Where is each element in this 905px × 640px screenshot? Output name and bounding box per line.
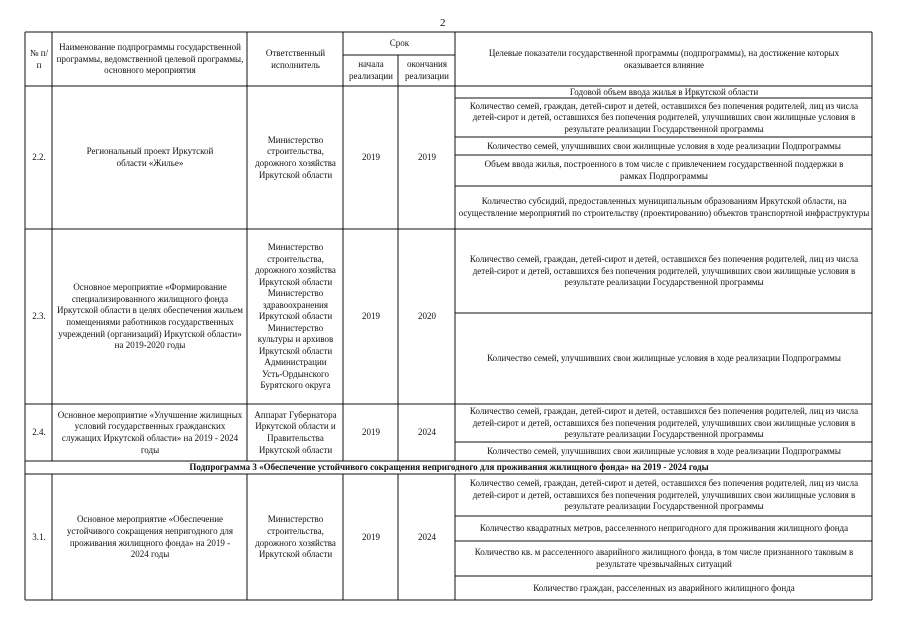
section-title: Подпрограмма 3 «Обеспечение устойчивого сокращения непригодного для проживания жилищного фонда» на 2019 - 2024 годы <box>189 462 709 473</box>
header-num: № п/п <box>29 47 49 70</box>
header-executor: Ответственный исполнитель <box>265 47 326 70</box>
header-indicators: Целевые показатели государственной программы (подпрограммы), на достижение которых оказывается влияние <box>488 47 840 70</box>
header-term-start: начала реализации <box>349 59 393 81</box>
row-2-2-indicator: Объем ввода жилья, построенного в том числе с привлечением государственной поддержки в рамках Подпрограммы <box>484 159 844 181</box>
row-3-1-indicator: Количество кв. м расселенного аварийного жилищного фонда, в том числе признанного таковым в результате чрезвычайных ситуаций <box>474 547 854 569</box>
row-2-2-executor: Министерство строительства, дорожного хозяйства Иркутской области <box>255 134 336 180</box>
row-2-4-indicator: Количество семей, граждан, детей-сирот и детей, оставшихся без попечения родителей, лиц из числа детей-сирот и детей, оставшихся без попечения родителей, улучшивших свои жилищные условия в результате реализации Государственной программы <box>469 406 859 440</box>
row-3-1-end: 2024 <box>418 531 436 542</box>
row-2-2-indicator: Количество семей, улучшивших свои жилищные условия в ходе реализации Подпрограммы <box>487 140 841 151</box>
row-2-4-name: Основное мероприятие «Улучшение жилищных условий государственных гражданских служащих Иркутской области» на 2019 - 2024 годы <box>57 409 243 455</box>
header-name: Наименование подпрограммы государственной программы, ведомственной целевой программы, основного мероприятия <box>56 42 244 76</box>
row-3-1-name: Основное мероприятие «Обеспечение устойчивого сокращения непригодного для проживания жилищного фонда» на 2019 - 2024 годы <box>66 514 234 560</box>
row-2-3-indicator: Количество семей, улучшивших свои жилищные условия в ходе реализации Подпрограммы <box>487 353 841 364</box>
row-3-1-indicator: Количество квадратных метров, расселенного непригодного для проживания жилищного фонда <box>479 523 849 534</box>
row-2-4-executor: Аппарат Губернатора Иркутской области и Правительства Иркутской области <box>254 409 337 455</box>
row-2-4-start: 2019 <box>362 427 380 438</box>
row-2-2-name: Региональный проект Иркутской области «Жилье» <box>86 146 214 168</box>
row-3-1-indicator: Количество граждан, расселенных из аварийного жилищного фонда <box>533 582 795 593</box>
header-term: Срок <box>389 38 410 49</box>
row-2-3-num: 2.3. <box>32 311 46 322</box>
row-2-3-indicator: Количество семей, граждан, детей-сирот и детей, оставшихся без попечения родителей, лиц из числа детей-сирот и детей, оставшихся без попечения родителей, улучшивших свои жилищные условия в результате реализации Государственной программы <box>469 254 859 288</box>
row-2-3-executor: Министерство строительства, дорожного хозяйства Иркутской области Министерство здравоохранения Иркутской области Министерство культуры и архивов Иркутской области Администрации Усть-Ордынского Бурятского округа <box>255 242 336 391</box>
row-2-4-indicator: Количество семей, улучшивших свои жилищные условия в ходе реализации Подпрограммы <box>487 446 841 457</box>
row-2-2-indicator: Годовой объем ввода жилья в Иркутской области <box>569 87 759 97</box>
row-2-4-num: 2.4. <box>32 427 46 438</box>
row-2-2-start: 2019 <box>362 152 380 163</box>
row-2-3-end: 2020 <box>418 311 436 322</box>
row-3-1-executor: Министерство строительства, дорожного хозяйства Иркутской области <box>255 514 336 560</box>
page-number: 2 <box>440 17 446 29</box>
row-2-3-name: Основное мероприятие «Формирование специализированного жилищного фонда Иркутской области в целях обеспечения жильем помещениями работников государственных учреждений (организаций) Иркутской области» на 2019-2020 годы <box>57 282 243 351</box>
row-2-4-end: 2024 <box>418 427 436 438</box>
row-3-1-indicator: Количество семей, граждан, детей-сирот и детей, оставшихся без попечения родителей, лиц из числа детей-сирот и детей, оставшихся без попечения родителей, улучшивших свои жилищные условия в результате реализации Государственной программы <box>469 478 859 512</box>
row-2-2-indicator: Количество семей, граждан, детей-сирот и детей, оставшихся без попечения родителей, лиц из числа детей-сирот и детей, оставшихся без попечения родителей, улучшивших свои жилищные условия в результате реализации Государственной программы <box>469 100 859 134</box>
row-2-2-indicator: Количество субсидий, предоставленных муниципальным образованиям Иркутской области, на осуществление мероприятий по строительству (проектированию) объектов транспортной инфраструктуры <box>458 196 870 218</box>
row-2-2-end: 2019 <box>418 152 436 163</box>
row-3-1-num: 3.1. <box>32 531 46 542</box>
row-2-2-num: 2.2. <box>32 152 46 163</box>
header-term-end: окончания реализации <box>405 59 449 81</box>
row-2-3-start: 2019 <box>362 311 380 322</box>
row-3-1-start: 2019 <box>362 531 380 542</box>
